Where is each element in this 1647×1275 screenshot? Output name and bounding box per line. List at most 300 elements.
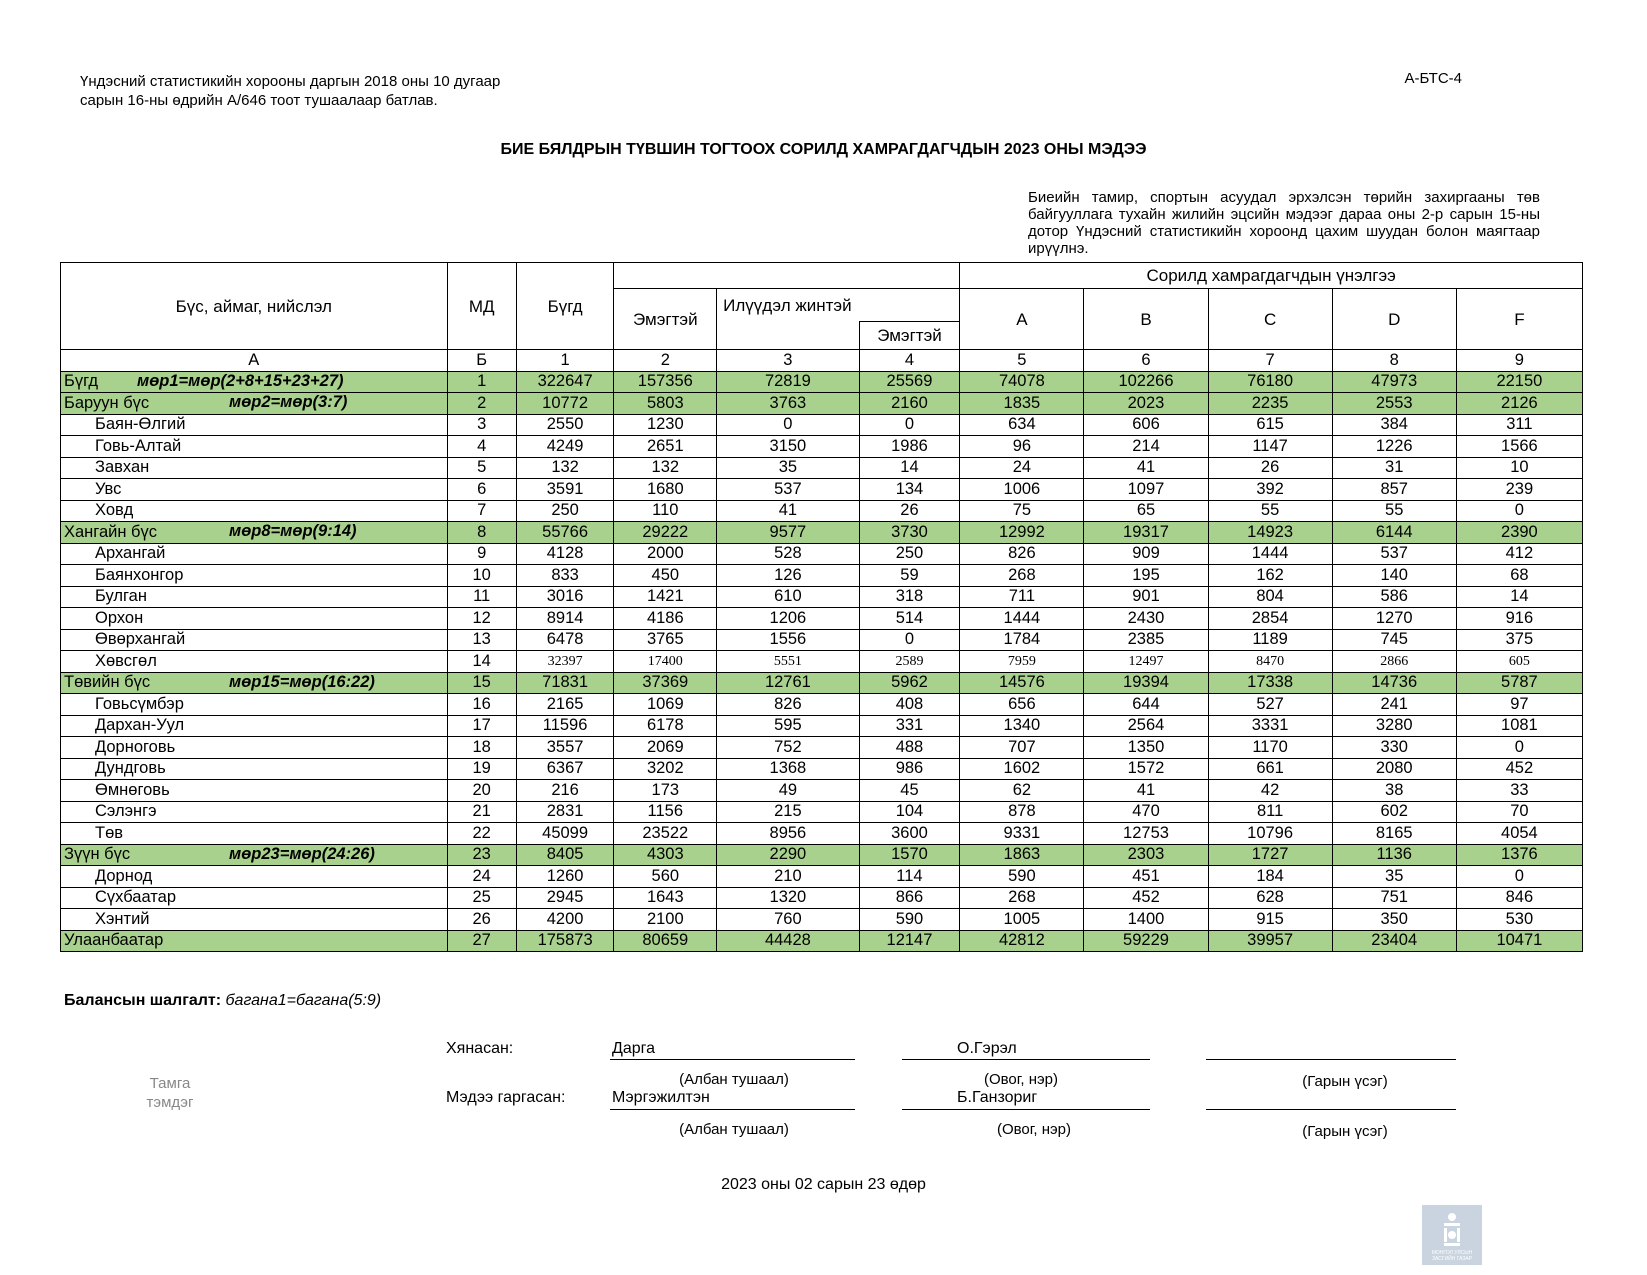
column-index-cell: 8 bbox=[1332, 350, 1456, 372]
row-md: 13 bbox=[447, 629, 516, 651]
checked-label: Хянасан: bbox=[446, 1040, 514, 1057]
value-cell: 707 bbox=[960, 737, 1084, 759]
row-md: 17 bbox=[447, 715, 516, 737]
value-cell: 392 bbox=[1208, 479, 1332, 501]
value-cell: 0 bbox=[717, 414, 859, 436]
submitted-label: Мэдээ гаргасан: bbox=[446, 1089, 566, 1106]
submitted-name-caption: (Овог, нэр) bbox=[996, 1121, 1072, 1138]
value-cell: 628 bbox=[1208, 887, 1332, 909]
row-formula: мөр15=мөр(16:22) bbox=[229, 672, 375, 691]
table-row bbox=[61, 672, 1583, 694]
row-md: 26 bbox=[447, 909, 516, 931]
stamp-line-2: тэмдэг bbox=[146, 1094, 194, 1111]
region-name-cell bbox=[61, 371, 448, 393]
column-index-row bbox=[61, 350, 1583, 372]
table-row bbox=[61, 436, 1583, 458]
value-cell: 451 bbox=[1084, 866, 1208, 888]
region-name: Дундговь bbox=[95, 759, 166, 778]
value-cell: 12992 bbox=[960, 522, 1084, 544]
table-row bbox=[61, 565, 1583, 587]
value-cell: 2069 bbox=[614, 737, 717, 759]
region-name: Дорноговь bbox=[95, 737, 176, 756]
value-cell: 8914 bbox=[516, 608, 614, 630]
table-body bbox=[61, 371, 1583, 952]
value-cell: 1340 bbox=[960, 715, 1084, 737]
value-cell: 42 bbox=[1208, 780, 1332, 802]
table-row bbox=[61, 500, 1583, 522]
soyombo-icon bbox=[1422, 1205, 1482, 1265]
row-md: 12 bbox=[447, 608, 516, 630]
table-row bbox=[61, 586, 1583, 608]
value-cell: 5787 bbox=[1456, 672, 1582, 694]
value-cell: 384 bbox=[1332, 414, 1456, 436]
value-cell: 2160 bbox=[859, 393, 960, 415]
report-title: БИЕ БЯЛДРЫН ТҮВШИН ТОГТООХ СОРИЛД ХАМРАГДАГЧДЫН 2023 ОНЫ МЭДЭЭ bbox=[500, 141, 1147, 158]
value-cell: 2023 bbox=[1084, 393, 1208, 415]
value-cell: 184 bbox=[1208, 866, 1332, 888]
header-region: Бүс, аймаг, нийслэл bbox=[61, 263, 448, 350]
row-md: 20 bbox=[447, 780, 516, 802]
row-md: 7 bbox=[447, 500, 516, 522]
value-cell: 24 bbox=[960, 457, 1084, 479]
value-cell: 605 bbox=[1456, 651, 1582, 673]
value-cell: 866 bbox=[859, 887, 960, 909]
table-row bbox=[61, 629, 1583, 651]
table-row bbox=[61, 801, 1583, 823]
value-cell: 408 bbox=[859, 694, 960, 716]
table-row bbox=[61, 371, 1583, 393]
row-md: 23 bbox=[447, 844, 516, 866]
value-cell: 610 bbox=[717, 586, 859, 608]
value-cell: 826 bbox=[960, 543, 1084, 565]
value-cell: 615 bbox=[1208, 414, 1332, 436]
value-cell: 35 bbox=[717, 457, 859, 479]
value-cell: 745 bbox=[1332, 629, 1456, 651]
row-formula: мөр1=мөр(2+8+15+23+27) bbox=[137, 371, 344, 390]
checked-signature-caption: (Гарын үсэг) bbox=[1302, 1073, 1388, 1090]
checked-position: Дарга bbox=[612, 1040, 656, 1057]
header-overweight-spacer bbox=[717, 322, 859, 350]
value-cell: 6144 bbox=[1332, 522, 1456, 544]
value-cell: 3600 bbox=[859, 823, 960, 845]
region-name-cell bbox=[61, 457, 448, 479]
value-cell: 42812 bbox=[960, 930, 1084, 952]
region-name-cell bbox=[61, 565, 448, 587]
balance-label: Балансын шалгалт: bbox=[64, 992, 222, 1009]
value-cell: 3150 bbox=[717, 436, 859, 458]
value-cell: 760 bbox=[717, 909, 859, 931]
region-name: Говьсүмбэр bbox=[95, 694, 184, 713]
value-cell: 14923 bbox=[1208, 522, 1332, 544]
region-name: Улаанбаатар bbox=[64, 931, 164, 950]
header-female: Эмэгтэй bbox=[614, 289, 717, 350]
value-cell: 9331 bbox=[960, 823, 1084, 845]
value-cell: 14 bbox=[859, 457, 960, 479]
region-name-cell bbox=[61, 823, 448, 845]
table-row bbox=[61, 651, 1583, 673]
region-name: Баруун бүс bbox=[64, 393, 150, 412]
value-cell: 412 bbox=[1456, 543, 1582, 565]
value-cell: 833 bbox=[516, 565, 614, 587]
value-cell: 2866 bbox=[1332, 651, 1456, 673]
value-cell: 72819 bbox=[717, 371, 859, 393]
value-cell: 32397 bbox=[516, 651, 614, 673]
submission-instruction: Биеийн тамир, спортын асуудал эрхэлсэн төрийн захиргааны төв байгууллага тухайн жилийн эцсийн мэдээг дараа оны 2-р сарын 15-ны дотор Үндэсний статистикийн хороонд цахим шуудан болон маягтаар ирүүлнэ. bbox=[1028, 189, 1540, 257]
value-cell: 1570 bbox=[859, 844, 960, 866]
value-cell: 2553 bbox=[1332, 393, 1456, 415]
value-cell: 1602 bbox=[960, 758, 1084, 780]
header-blank bbox=[614, 263, 960, 289]
header-assessment: Сорилд хамрагдагчдын үнэлгээ bbox=[960, 263, 1583, 289]
submitted-name: Б.Ганзориг bbox=[957, 1089, 1038, 1106]
header-md: МД bbox=[447, 263, 516, 350]
value-cell: 104 bbox=[859, 801, 960, 823]
value-cell: 452 bbox=[1084, 887, 1208, 909]
table-row bbox=[61, 758, 1583, 780]
value-cell: 3202 bbox=[614, 758, 717, 780]
value-cell: 811 bbox=[1208, 801, 1332, 823]
value-cell: 1556 bbox=[717, 629, 859, 651]
value-cell: 9577 bbox=[717, 522, 859, 544]
value-cell: 12761 bbox=[717, 672, 859, 694]
value-cell: 350 bbox=[1332, 909, 1456, 931]
value-cell: 4249 bbox=[516, 436, 614, 458]
value-cell: 45 bbox=[859, 780, 960, 802]
region-name: Завхан bbox=[95, 458, 150, 477]
value-cell: 134 bbox=[859, 479, 960, 501]
value-cell: 846 bbox=[1456, 887, 1582, 909]
value-cell: 4054 bbox=[1456, 823, 1582, 845]
value-cell: 47973 bbox=[1332, 371, 1456, 393]
row-md: 18 bbox=[447, 737, 516, 759]
value-cell: 857 bbox=[1332, 479, 1456, 501]
region-name: Булган bbox=[95, 587, 147, 606]
header-grade-f: F bbox=[1456, 289, 1582, 350]
value-cell: 17338 bbox=[1208, 672, 1332, 694]
header-overweight: Илүүдэл жинтэй bbox=[717, 289, 960, 322]
value-cell: 102266 bbox=[1084, 371, 1208, 393]
value-cell: 215 bbox=[717, 801, 859, 823]
value-cell: 1136 bbox=[1332, 844, 1456, 866]
region-name: Дархан-Уул bbox=[95, 716, 185, 735]
value-cell: 4303 bbox=[614, 844, 717, 866]
value-cell: 711 bbox=[960, 586, 1084, 608]
row-md: 4 bbox=[447, 436, 516, 458]
stamp-line-1: Тамга bbox=[149, 1075, 191, 1092]
region-name-cell bbox=[61, 500, 448, 522]
value-cell: 0 bbox=[1456, 500, 1582, 522]
value-cell: 26 bbox=[1208, 457, 1332, 479]
value-cell: 62 bbox=[960, 780, 1084, 802]
value-cell: 268 bbox=[960, 565, 1084, 587]
column-index-cell: 7 bbox=[1208, 350, 1332, 372]
value-cell: 1376 bbox=[1456, 844, 1582, 866]
value-cell: 752 bbox=[717, 737, 859, 759]
value-cell: 1444 bbox=[960, 608, 1084, 630]
value-cell: 1189 bbox=[1208, 629, 1332, 651]
row-md: 15 bbox=[447, 672, 516, 694]
region-name: Архангай bbox=[95, 544, 166, 563]
region-name-cell bbox=[61, 844, 448, 866]
value-cell: 65 bbox=[1084, 500, 1208, 522]
value-cell: 751 bbox=[1332, 887, 1456, 909]
value-cell: 1260 bbox=[516, 866, 614, 888]
value-cell: 241 bbox=[1332, 694, 1456, 716]
value-cell: 0 bbox=[859, 414, 960, 436]
row-md: 11 bbox=[447, 586, 516, 608]
value-cell: 162 bbox=[1208, 565, 1332, 587]
value-cell: 644 bbox=[1084, 694, 1208, 716]
value-cell: 8405 bbox=[516, 844, 614, 866]
table-row bbox=[61, 479, 1583, 501]
region-name: Төвийн бүс bbox=[64, 673, 151, 692]
value-cell: 10796 bbox=[1208, 823, 1332, 845]
value-cell: 2550 bbox=[516, 414, 614, 436]
value-cell: 11596 bbox=[516, 715, 614, 737]
value-cell: 590 bbox=[859, 909, 960, 931]
value-cell: 916 bbox=[1456, 608, 1582, 630]
row-md: 5 bbox=[447, 457, 516, 479]
region-name: Дорнод bbox=[95, 866, 153, 885]
row-md: 24 bbox=[447, 866, 516, 888]
region-name-cell bbox=[61, 909, 448, 931]
value-cell: 35 bbox=[1332, 866, 1456, 888]
value-cell: 8165 bbox=[1332, 823, 1456, 845]
value-cell: 2390 bbox=[1456, 522, 1582, 544]
column-index-cell: 9 bbox=[1456, 350, 1582, 372]
column-index-cell: Б bbox=[447, 350, 516, 372]
value-cell: 268 bbox=[960, 887, 1084, 909]
table-row bbox=[61, 887, 1583, 909]
row-formula: мөр2=мөр(3:7) bbox=[229, 393, 348, 411]
table-row bbox=[61, 823, 1583, 845]
region-name-cell bbox=[61, 629, 448, 651]
value-cell: 2126 bbox=[1456, 393, 1582, 415]
value-cell: 2165 bbox=[516, 694, 614, 716]
value-cell: 0 bbox=[1456, 737, 1582, 759]
value-cell: 12497 bbox=[1084, 651, 1208, 673]
row-md: 25 bbox=[447, 887, 516, 909]
balance-check bbox=[64, 992, 381, 1010]
value-cell: 6478 bbox=[516, 629, 614, 651]
value-cell: 2303 bbox=[1084, 844, 1208, 866]
value-cell: 1986 bbox=[859, 436, 960, 458]
value-cell: 25569 bbox=[859, 371, 960, 393]
checked-name-line bbox=[902, 1059, 1150, 1060]
value-cell: 470 bbox=[1084, 801, 1208, 823]
region-name: Хангайн бүс bbox=[64, 522, 157, 541]
report-date: 2023 оны 02 сарын 23 өдөр bbox=[721, 1176, 926, 1193]
region-name: Сүхбаатар bbox=[95, 888, 177, 907]
region-name: Зүүн бүс bbox=[64, 845, 131, 864]
region-name-cell bbox=[61, 608, 448, 630]
region-name: Увс bbox=[95, 479, 122, 498]
approval-note bbox=[80, 72, 600, 110]
value-cell: 1206 bbox=[717, 608, 859, 630]
checked-name-caption: (Овог, нэр) bbox=[983, 1071, 1059, 1088]
value-cell: 586 bbox=[1332, 586, 1456, 608]
value-cell: 1081 bbox=[1456, 715, 1582, 737]
region-name: Төв bbox=[95, 823, 124, 842]
value-cell: 80659 bbox=[614, 930, 717, 952]
row-formula: мөр23=мөр(24:26) bbox=[229, 844, 375, 863]
region-name-cell bbox=[61, 930, 448, 952]
report-table bbox=[60, 262, 1583, 952]
value-cell: 10772 bbox=[516, 393, 614, 415]
value-cell: 2430 bbox=[1084, 608, 1208, 630]
value-cell: 915 bbox=[1208, 909, 1332, 931]
value-cell: 38 bbox=[1332, 780, 1456, 802]
value-cell: 44428 bbox=[717, 930, 859, 952]
value-cell: 331 bbox=[859, 715, 960, 737]
value-cell: 1156 bbox=[614, 801, 717, 823]
value-cell: 3763 bbox=[717, 393, 859, 415]
row-formula: мөр8=мөр(9:14) bbox=[229, 522, 357, 540]
checked-position-caption: (Албан тушаал) bbox=[679, 1071, 789, 1088]
value-cell: 37369 bbox=[614, 672, 717, 694]
row-md: 2 bbox=[447, 393, 516, 415]
checked-position-line bbox=[610, 1059, 855, 1060]
row-md: 10 bbox=[447, 565, 516, 587]
region-name-cell bbox=[61, 780, 448, 802]
region-name-cell bbox=[61, 694, 448, 716]
row-md: 22 bbox=[447, 823, 516, 845]
region-name-cell bbox=[61, 414, 448, 436]
value-cell: 2235 bbox=[1208, 393, 1332, 415]
value-cell: 530 bbox=[1456, 909, 1582, 931]
column-index-cell: 6 bbox=[1084, 350, 1208, 372]
value-cell: 14 bbox=[1456, 586, 1582, 608]
value-cell: 5551 bbox=[717, 651, 859, 673]
value-cell: 1368 bbox=[717, 758, 859, 780]
table-row bbox=[61, 393, 1583, 415]
value-cell: 39957 bbox=[1208, 930, 1332, 952]
submitted-position: Мэргэжилтэн bbox=[612, 1089, 710, 1106]
value-cell: 1863 bbox=[960, 844, 1084, 866]
value-cell: 3557 bbox=[516, 737, 614, 759]
value-cell: 528 bbox=[717, 543, 859, 565]
submitted-signature-line bbox=[1206, 1109, 1456, 1110]
value-cell: 14576 bbox=[960, 672, 1084, 694]
value-cell: 1400 bbox=[1084, 909, 1208, 931]
stamp-placeholder bbox=[120, 1074, 220, 1112]
government-seal-logo bbox=[1422, 1205, 1482, 1265]
value-cell: 7959 bbox=[960, 651, 1084, 673]
value-cell: 3331 bbox=[1208, 715, 1332, 737]
value-cell: 1226 bbox=[1332, 436, 1456, 458]
value-cell: 1170 bbox=[1208, 737, 1332, 759]
value-cell: 1350 bbox=[1084, 737, 1208, 759]
region-name: Өвөрхангай bbox=[95, 630, 186, 649]
region-name-cell bbox=[61, 651, 448, 673]
value-cell: 1069 bbox=[614, 694, 717, 716]
table-row bbox=[61, 414, 1583, 436]
row-md: 27 bbox=[447, 930, 516, 952]
row-md: 1 bbox=[447, 371, 516, 393]
value-cell: 450 bbox=[614, 565, 717, 587]
value-cell: 1097 bbox=[1084, 479, 1208, 501]
submitted-name-line bbox=[902, 1109, 1150, 1110]
value-cell: 97 bbox=[1456, 694, 1582, 716]
submitted-position-caption: (Албан тушаал) bbox=[679, 1121, 789, 1138]
header-grade-c: C bbox=[1208, 289, 1332, 350]
checked-signature-line bbox=[1206, 1059, 1456, 1060]
region-name-cell bbox=[61, 522, 448, 544]
value-cell: 4128 bbox=[516, 543, 614, 565]
value-cell: 656 bbox=[960, 694, 1084, 716]
value-cell: 5803 bbox=[614, 393, 717, 415]
header-overweight-female: Эмэгтэй bbox=[859, 322, 960, 350]
value-cell: 1421 bbox=[614, 586, 717, 608]
region-name: Орхон bbox=[95, 608, 144, 627]
row-md: 16 bbox=[447, 694, 516, 716]
value-cell: 55 bbox=[1332, 500, 1456, 522]
column-index-cell: 1 bbox=[516, 350, 614, 372]
value-cell: 10 bbox=[1456, 457, 1582, 479]
header-grade-a: A bbox=[960, 289, 1084, 350]
value-cell: 74078 bbox=[960, 371, 1084, 393]
value-cell: 2385 bbox=[1084, 629, 1208, 651]
value-cell: 1680 bbox=[614, 479, 717, 501]
value-cell: 1320 bbox=[717, 887, 859, 909]
value-cell: 2945 bbox=[516, 887, 614, 909]
value-cell: 70 bbox=[1456, 801, 1582, 823]
header-grade-d: D bbox=[1332, 289, 1456, 350]
value-cell: 804 bbox=[1208, 586, 1332, 608]
row-md: 9 bbox=[447, 543, 516, 565]
value-cell: 68 bbox=[1456, 565, 1582, 587]
value-cell: 29222 bbox=[614, 522, 717, 544]
approval-line-2: сарын 16-ны өдрийн А/646 тоот тушаалаар батлав. bbox=[80, 92, 438, 109]
region-name: Баянхонгор bbox=[95, 565, 184, 584]
region-name: Говь-Алтай bbox=[95, 436, 182, 455]
value-cell: 330 bbox=[1332, 737, 1456, 759]
region-name-cell bbox=[61, 866, 448, 888]
table-row bbox=[61, 543, 1583, 565]
approval-line-1: Үндэсний статистикийн хорооны даргын 2018 оны 10 дугаар bbox=[80, 73, 501, 90]
value-cell: 41 bbox=[1084, 457, 1208, 479]
value-cell: 8470 bbox=[1208, 651, 1332, 673]
value-cell: 12753 bbox=[1084, 823, 1208, 845]
value-cell: 2000 bbox=[614, 543, 717, 565]
region-name: Бүгд bbox=[64, 372, 98, 391]
value-cell: 12147 bbox=[859, 930, 960, 952]
row-md: 21 bbox=[447, 801, 516, 823]
value-cell: 214 bbox=[1084, 436, 1208, 458]
value-cell: 23522 bbox=[614, 823, 717, 845]
value-cell: 606 bbox=[1084, 414, 1208, 436]
value-cell: 2564 bbox=[1084, 715, 1208, 737]
value-cell: 55766 bbox=[516, 522, 614, 544]
region-name: Хэнтий bbox=[95, 909, 150, 928]
value-cell: 375 bbox=[1456, 629, 1582, 651]
value-cell: 560 bbox=[614, 866, 717, 888]
value-cell: 96 bbox=[960, 436, 1084, 458]
value-cell: 878 bbox=[960, 801, 1084, 823]
table-row bbox=[61, 715, 1583, 737]
value-cell: 595 bbox=[717, 715, 859, 737]
header-total: Бүгд bbox=[516, 263, 614, 350]
value-cell: 175873 bbox=[516, 930, 614, 952]
logo-text-1: МОНГОЛ УЛСЫН bbox=[1431, 1250, 1473, 1256]
value-cell: 452 bbox=[1456, 758, 1582, 780]
value-cell: 19317 bbox=[1084, 522, 1208, 544]
value-cell: 173 bbox=[614, 780, 717, 802]
value-cell: 250 bbox=[859, 543, 960, 565]
value-cell: 59 bbox=[859, 565, 960, 587]
table-row bbox=[61, 844, 1583, 866]
value-cell: 2589 bbox=[859, 651, 960, 673]
